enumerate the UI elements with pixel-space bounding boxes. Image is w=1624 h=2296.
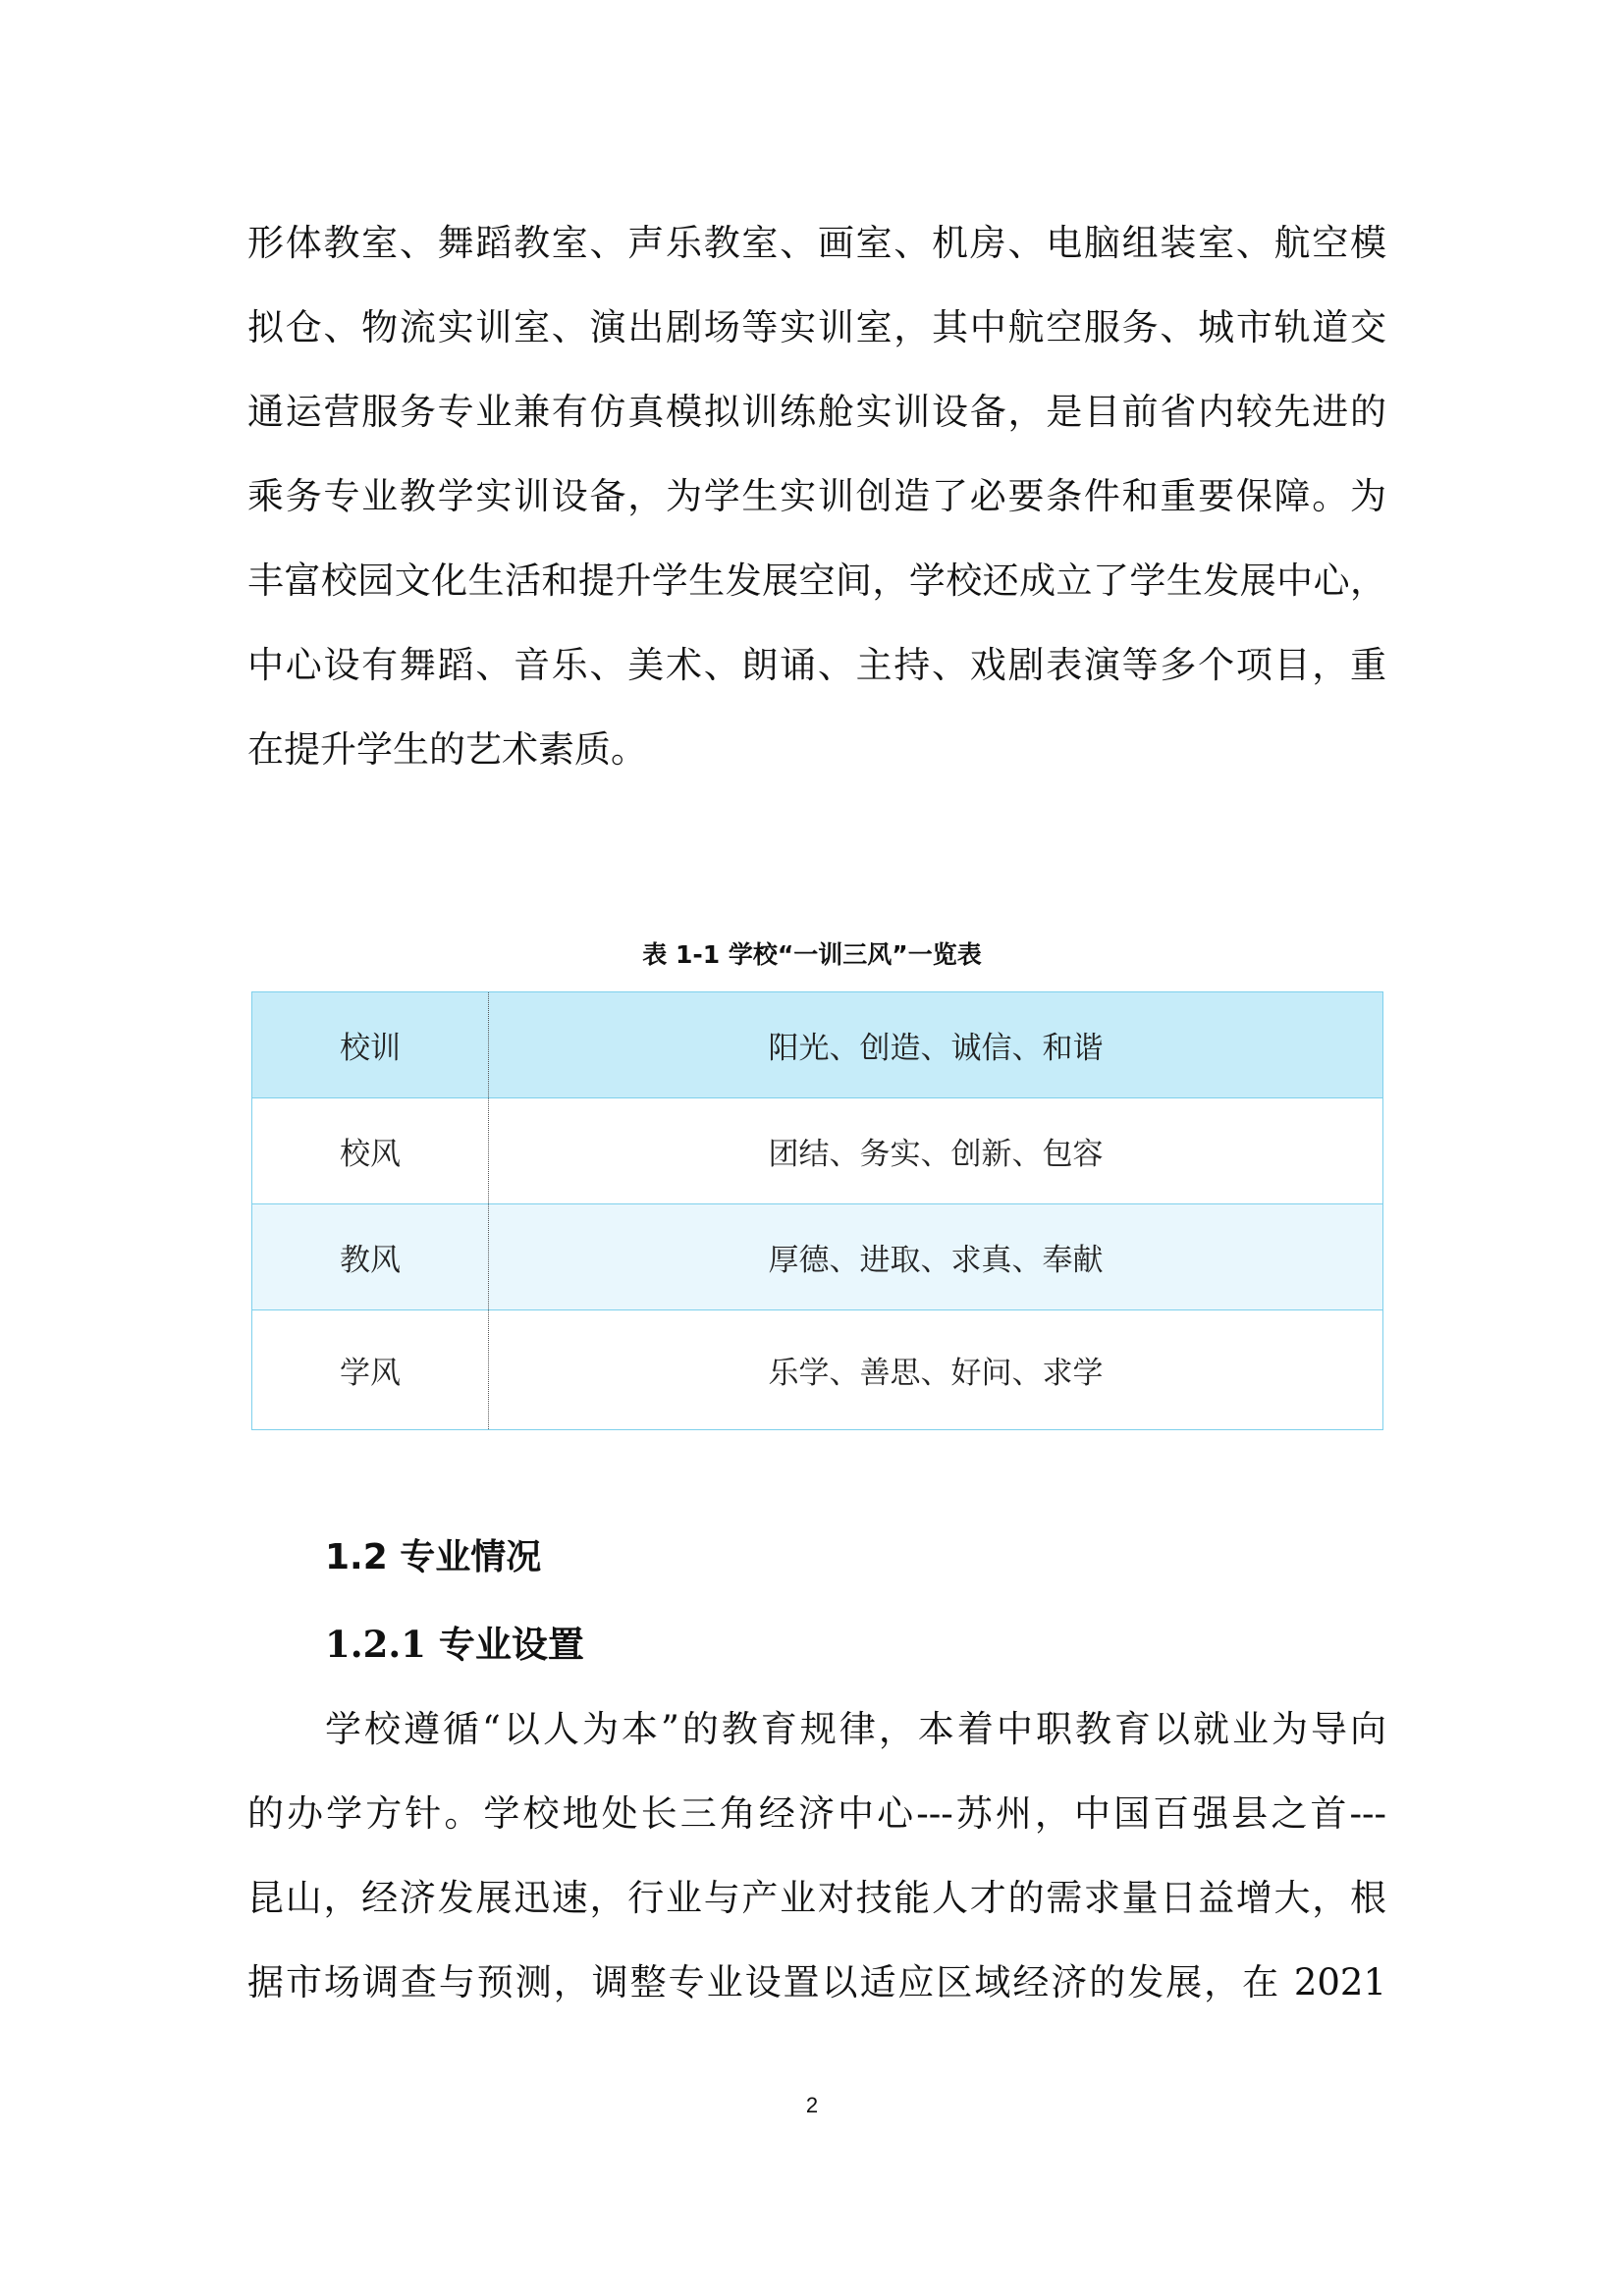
paragraph-line: 形体教室、舞蹈教室、声乐教室、画室、机房、电脑组装室、航空模 xyxy=(247,222,1386,264)
table-row xyxy=(252,1310,1383,1430)
page-number: 2 xyxy=(805,2093,819,2117)
table-key-cell: 校训 xyxy=(252,992,489,1098)
section-subheading: 1.2.1 专业设置 xyxy=(325,1623,584,1666)
paragraph-line: 中心设有舞蹈、音乐、美术、朗诵、主持、戏剧表演等多个项目，重 xyxy=(247,644,1386,686)
table-key-cell: 教风 xyxy=(252,1204,489,1310)
table-row xyxy=(252,992,1383,1098)
paragraph-line: 学校遵循“以人为本”的教育规律，本着中职教育以就业为导向 xyxy=(325,1708,1386,1750)
paragraph-line: 拟仓、物流实训室、演出剧场等实训室，其中航空服务、城市轨道交 xyxy=(247,306,1386,348)
paragraph-line: 丰富校园文化生活和提升学生发展空间，学校还成立了学生发展中心， xyxy=(247,560,1386,602)
table-value-cell: 厚德、进取、求真、奉献 xyxy=(489,1204,1383,1310)
table-key-cell: 校风 xyxy=(252,1098,489,1204)
paragraph-line: 据市场调查与预测，调整专业设置以适应区域经济的发展，在 2021 xyxy=(247,1961,1386,2003)
table-value-cell: 阳光、创造、诚信、和谐 xyxy=(489,992,1383,1098)
table-caption: 表 1-1 学校“一训三风”一览表 xyxy=(642,940,982,969)
paragraph-line: 通运营服务专业兼有仿真模拟训练舱实训设备，是目前省内较先进的 xyxy=(247,391,1386,433)
paragraph-line: 的办学方针。学校地处长三角经济中心---苏州，中国百强县之首--- xyxy=(247,1792,1386,1835)
paragraph-line: 在提升学生的艺术素质。 xyxy=(247,728,647,771)
table-value-cell: 团结、务实、创新、包容 xyxy=(489,1098,1383,1204)
paragraph-line: 昆山，经济发展迅速，行业与产业对技能人才的需求量日益增大，根 xyxy=(247,1877,1386,1919)
table-key-cell: 学风 xyxy=(252,1310,489,1430)
table-row xyxy=(252,1098,1383,1204)
paragraph-line: 乘务专业教学实训设备，为学生实训创造了必要条件和重要保障。为 xyxy=(247,475,1386,517)
table-row xyxy=(252,1204,1383,1310)
section-heading: 1.2 专业情况 xyxy=(325,1537,542,1577)
table-value-cell: 乐学、善思、好问、求学 xyxy=(489,1310,1383,1430)
motto-table xyxy=(251,991,1383,1430)
